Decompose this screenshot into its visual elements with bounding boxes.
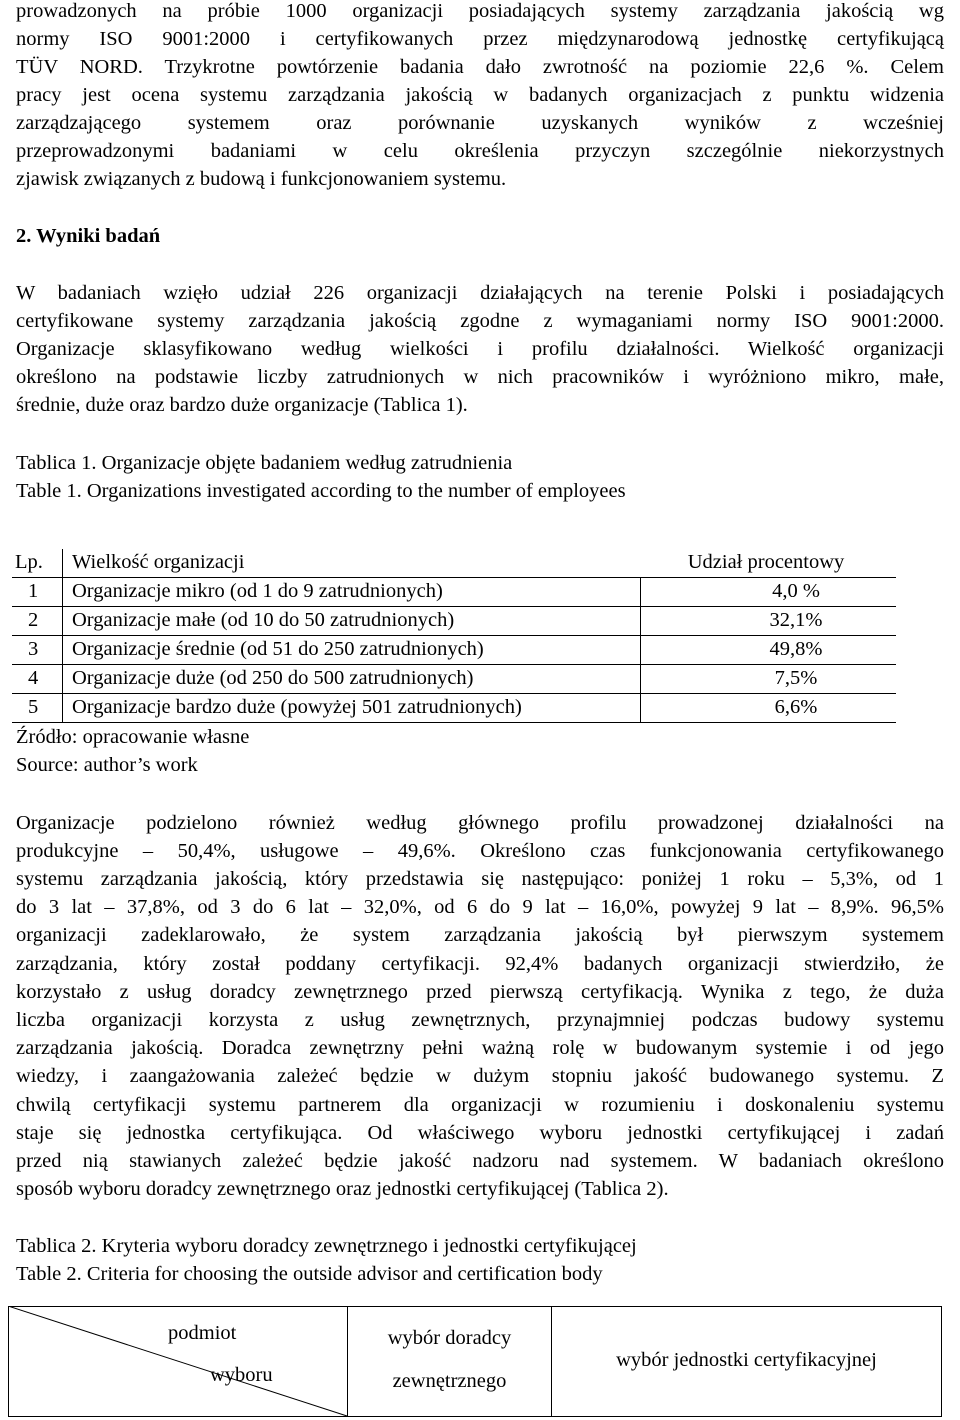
table1-header-share: Udział procentowy	[687, 551, 845, 573]
text-line: liczba organizacji korzysta z usług zewnętrznych, przynajmniej podczas budowy systemu	[16, 1009, 944, 1031]
table1-caption-en: Table 1. Organizations investigated according to the number of employees	[16, 480, 626, 502]
text-line: zarządzającego systemem oraz porównanie uzyskanych wyników z wcześniej	[16, 112, 944, 134]
table1-cell-lp: 1	[28, 580, 39, 602]
text-line: zarządzania, który został poddany certyfikacji. 92,4% badanych organizacji stwierdziło, że	[16, 953, 944, 975]
text-line: staje się jednostka certyfikująca. Od właściwego wyboru jednostki certyfikującej i zadań	[16, 1122, 944, 1144]
table1-cell-size: Organizacje duże (od 250 do 500 zatrudnionych)	[72, 667, 474, 689]
table2-header-advisor-line1: wybór doradcy	[387, 1327, 512, 1349]
text-line: zjawisk związanych z budową i funkcjonowaniem systemu.	[16, 168, 507, 190]
table1-cell-size: Organizacje mikro (od 1 do 9 zatrudnionych)	[72, 580, 443, 602]
table1-header-size: Wielkość organizacji	[72, 551, 245, 573]
text-line: TÜV NORD. Trzykrotne powtórzenie badania dało zwrotność na poziomie 22,6 %. Celem	[16, 56, 944, 78]
text-line: W badaniach wzięło udział 226 organizacji działających na terenie Polski i posiadających	[16, 282, 944, 304]
table1-header-lp: Lp.	[15, 551, 43, 573]
table2-header-subject-line2: wyboru	[210, 1364, 273, 1386]
text-line: do 3 lat – 37,8%, od 3 do 6 lat – 32,0%, od 6 do 9 lat – 16,0%, powyżej 9 lat – 8,9%. 96,5%	[16, 896, 944, 918]
table1-cell-lp: 5	[28, 696, 39, 718]
text-line: określono na podstawie liczby zatrudnionych w nich pracowników i wyróżniono mikro, małe,	[16, 366, 944, 388]
table1-caption-pl: Tablica 1. Organizacje objęte badaniem według zatrudnienia	[16, 452, 513, 474]
text-line: certyfikowane systemy zarządzania jakością zgodne z wymaganiami normy ISO 9001:2000.	[16, 310, 944, 332]
table1-cell-share: 7,5%	[774, 667, 818, 689]
section-heading: 2. Wyniki badań	[16, 225, 161, 247]
text-line: prowadzonych na próbie 1000 organizacji posiadających systemy zarządzania jakością wg	[16, 0, 944, 22]
text-line: systemu zarządzania jakością, który przedstawia się następująco: poniżej 1 roku – 5,3%, od 1	[16, 868, 944, 890]
table1-cell-lp: 3	[28, 638, 39, 660]
text-line: Organizacje sklasyfikowano według wielkości i profilu działalności. Wielkość organizacji	[16, 338, 944, 360]
text-line: przed nią stawianych zależeć będzie jakość nadzoru nad systemem. W badaniach określono	[16, 1150, 944, 1172]
table2-header-subject-line1: podmiot	[168, 1322, 237, 1344]
text-line: Organizacje podzielono również według głównego profilu prowadzonej działalności na	[16, 812, 944, 834]
table1-source-en: Source: author’s work	[16, 754, 198, 776]
text-line: średnie, duże oraz bardzo duże organizacje (Tablica 1).	[16, 394, 468, 416]
text-line: chwilą certyfikacji systemu partnerem dla organizacji w rozumieniu i doskonaleniu systemu	[16, 1094, 944, 1116]
table1-cell-size: Organizacje bardzo duże (powyżej 501 zatrudnionych)	[72, 696, 522, 718]
text-line: przeprowadzonymi badaniami w celu określenia przyczyn szczególnie niekorzystnych	[16, 140, 944, 162]
text-line: wiedzy, i zaangażowania zależeć będzie w dużym stopniu jakość budowanego systemu. Z	[16, 1065, 944, 1087]
table1-cell-share: 32,1%	[769, 609, 823, 631]
table1-cell-share: 4,0 %	[772, 580, 820, 602]
text-line: produkcyjne – 50,4%, usługowe – 49,6%. Określono czas funkcjonowania certyfikowanego	[16, 840, 944, 862]
table2-header-advisor-line2: zewnętrznego	[392, 1370, 507, 1392]
table1-cell-size: Organizacje średnie (od 51 do 250 zatrudnionych)	[72, 638, 484, 660]
text-line: korzystało z usług doradcy zewnętrznego przed pierwszą certyfikacją. Wynika z tego, że duża	[16, 981, 944, 1003]
text-line: pracy jest ocena systemu zarządzania jakością w badanych organizacjach z punktu widzenia	[16, 84, 944, 106]
table2-header-body: wybór jednostki certyfikacyjnej	[616, 1349, 877, 1371]
text-line: zarządzania jakością. Doradca zewnętrzny pełni ważną rolę w budowanym systemie i od jego	[16, 1037, 944, 1059]
table1-source-pl: Źródło: opracowanie własne	[16, 726, 250, 748]
table2-caption-en: Table 2. Criteria for choosing the outside advisor and certification body	[16, 1263, 603, 1285]
text-line: organizacji zadeklarowało, że system zarządzania jakością był pierwszym systemem	[16, 924, 944, 946]
table1-cell-size: Organizacje małe (od 10 do 50 zatrudnionych)	[72, 609, 455, 631]
table2-caption-pl: Tablica 2. Kryteria wyboru doradcy zewnętrznego i jednostki certyfikującej	[16, 1235, 637, 1257]
text-line: normy ISO 9001:2000 i certyfikowanych przez międzynarodową jednostkę certyfikującą	[16, 28, 944, 50]
table1-cell-share: 49,8%	[769, 638, 823, 660]
table1-cell-lp: 4	[28, 667, 39, 689]
text-line: sposób wyboru doradcy zewnętrznego oraz jednostki certyfikującej (Tablica 2).	[16, 1178, 669, 1200]
table1-cell-share: 6,6%	[774, 696, 818, 718]
table1-cell-lp: 2	[28, 609, 39, 631]
